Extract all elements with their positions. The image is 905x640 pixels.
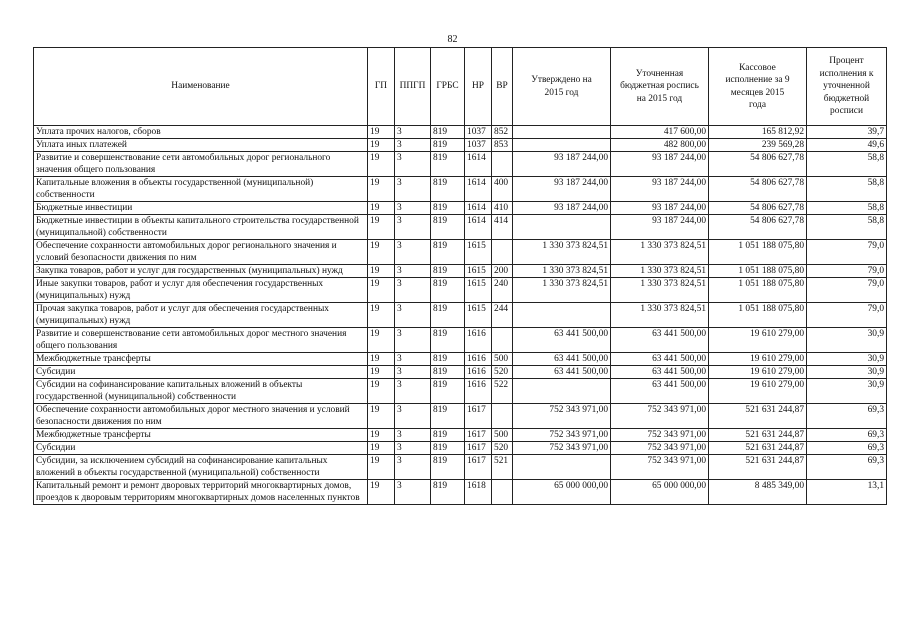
cell-nr: 1616: [465, 379, 492, 404]
cell-name: Субсидии, за исключением субсидий на софинансирование капитальных вложений в объекты государственной (муниципальной) собственности: [34, 455, 368, 480]
cell-refined: 93 187 244,00: [611, 177, 709, 202]
header-refined: Уточненная бюджетная роспись на 2015 год: [611, 48, 709, 126]
header-name: Наименование: [34, 48, 368, 126]
cell-gp: 19: [368, 303, 395, 328]
cell-pgp: 3: [395, 366, 431, 379]
cell-pgp: 3: [395, 139, 431, 152]
table-row: [34, 429, 887, 442]
cell-nr: 1614: [465, 215, 492, 240]
cell-gp: 19: [368, 404, 395, 429]
cell-percent: 13,1: [807, 480, 887, 505]
cell-nr: 1617: [465, 442, 492, 455]
cell-nr: 1616: [465, 353, 492, 366]
cell-name: Развитие и совершенствование сети автомобильных дорог регионального значения общего пользования: [34, 152, 368, 177]
header-vr: ВР: [492, 48, 513, 126]
cell-refined: 93 187 244,00: [611, 215, 709, 240]
cell-name: Уплата прочих налогов, сборов: [34, 126, 368, 139]
cell-name: Капитальные вложения в объекты государственной (муниципальной) собственности: [34, 177, 368, 202]
cell-pgp: 3: [395, 429, 431, 442]
cell-approved: 752 343 971,00: [513, 429, 611, 442]
cell-approved: 63 441 500,00: [513, 366, 611, 379]
cell-approved: [513, 379, 611, 404]
table-row: [34, 152, 887, 177]
cell-gp: 19: [368, 177, 395, 202]
cell-vr: 400: [492, 177, 513, 202]
cell-gp: 19: [368, 353, 395, 366]
table-row: [34, 366, 887, 379]
cell-vr: 520: [492, 442, 513, 455]
cell-vr: 520: [492, 366, 513, 379]
cell-cash: 1 051 188 075,80: [709, 240, 807, 265]
cell-pgp: 3: [395, 152, 431, 177]
cell-percent: 49,6: [807, 139, 887, 152]
table-row: [34, 265, 887, 278]
cell-approved: 93 187 244,00: [513, 152, 611, 177]
cell-vr: [492, 152, 513, 177]
cell-percent: 58,8: [807, 202, 887, 215]
cell-grbs: 819: [431, 429, 465, 442]
cell-nr: 1615: [465, 240, 492, 265]
cell-vr: 240: [492, 278, 513, 303]
cell-refined: 65 000 000,00: [611, 480, 709, 505]
cell-vr: 852: [492, 126, 513, 139]
cell-cash: 19 610 279,00: [709, 366, 807, 379]
table-row: [34, 202, 887, 215]
cell-refined: 1 330 373 824,51: [611, 278, 709, 303]
cell-name: Бюджетные инвестиции в объекты капитального строительства государственной (муниципальной) собственности: [34, 215, 368, 240]
cell-gp: 19: [368, 442, 395, 455]
cell-grbs: 819: [431, 379, 465, 404]
cell-refined: 1 330 373 824,51: [611, 265, 709, 278]
table-row: [34, 278, 887, 303]
table-row: [34, 353, 887, 366]
cell-refined: 1 330 373 824,51: [611, 303, 709, 328]
cell-vr: [492, 480, 513, 505]
cell-pgp: 3: [395, 442, 431, 455]
cell-approved: [513, 215, 611, 240]
header-pgp: ППГП: [395, 48, 431, 126]
table-row: [34, 455, 887, 480]
cell-refined: 63 441 500,00: [611, 366, 709, 379]
cell-pgp: 3: [395, 202, 431, 215]
cell-nr: 1614: [465, 152, 492, 177]
cell-gp: 19: [368, 366, 395, 379]
cell-nr: 1617: [465, 429, 492, 442]
cell-pgp: 3: [395, 177, 431, 202]
cell-gp: 19: [368, 240, 395, 265]
cell-refined: 93 187 244,00: [611, 152, 709, 177]
cell-vr: 500: [492, 353, 513, 366]
cell-name: Обеспечение сохранности автомобильных дорог местного значения и условий безопасности движения по ним: [34, 404, 368, 429]
cell-approved: 65 000 000,00: [513, 480, 611, 505]
cell-cash: 521 631 244,87: [709, 429, 807, 442]
cell-nr: 1615: [465, 278, 492, 303]
cell-refined: 63 441 500,00: [611, 379, 709, 404]
cell-gp: 19: [368, 265, 395, 278]
cell-gp: 19: [368, 278, 395, 303]
cell-refined: 63 441 500,00: [611, 353, 709, 366]
table-row: [34, 480, 887, 505]
cell-approved: [513, 303, 611, 328]
cell-cash: 19 610 279,00: [709, 353, 807, 366]
cell-pgp: 3: [395, 404, 431, 429]
cell-approved: [513, 139, 611, 152]
cell-grbs: 819: [431, 455, 465, 480]
cell-name: Закупка товаров, работ и услуг для государственных (муниципальных) нужд: [34, 265, 368, 278]
cell-percent: 69,3: [807, 442, 887, 455]
cell-refined: 752 343 971,00: [611, 442, 709, 455]
cell-cash: 1 051 188 075,80: [709, 278, 807, 303]
cell-name: Бюджетные инвестиции: [34, 202, 368, 215]
cell-vr: [492, 328, 513, 353]
page-number: 82: [447, 34, 458, 45]
cell-grbs: 819: [431, 240, 465, 265]
cell-name: Субсидии: [34, 366, 368, 379]
cell-name: Субсидии на софинансирование капитальных вложений в объекты государственной (муниципальной) собственности: [34, 379, 368, 404]
cell-vr: 853: [492, 139, 513, 152]
table-row: [34, 303, 887, 328]
cell-percent: 39,7: [807, 126, 887, 139]
cell-cash: 54 806 627,78: [709, 215, 807, 240]
cell-gp: 19: [368, 429, 395, 442]
cell-gp: 19: [368, 455, 395, 480]
cell-percent: 30,9: [807, 353, 887, 366]
cell-gp: 19: [368, 215, 395, 240]
cell-approved: 1 330 373 824,51: [513, 240, 611, 265]
cell-cash: 1 051 188 075,80: [709, 303, 807, 328]
cell-nr: 1037: [465, 139, 492, 152]
cell-pgp: 3: [395, 480, 431, 505]
cell-approved: 1 330 373 824,51: [513, 278, 611, 303]
cell-percent: 69,3: [807, 429, 887, 442]
table-row: [34, 328, 887, 353]
cell-nr: 1614: [465, 202, 492, 215]
header-nr: НР: [465, 48, 492, 126]
cell-percent: 79,0: [807, 240, 887, 265]
cell-percent: 69,3: [807, 455, 887, 480]
cell-approved: 63 441 500,00: [513, 353, 611, 366]
cell-grbs: 819: [431, 353, 465, 366]
cell-percent: 30,9: [807, 328, 887, 353]
cell-refined: 752 343 971,00: [611, 404, 709, 429]
cell-vr: 410: [492, 202, 513, 215]
cell-percent: 58,8: [807, 177, 887, 202]
cell-pgp: 3: [395, 126, 431, 139]
cell-refined: 1 330 373 824,51: [611, 240, 709, 265]
cell-refined: 417 600,00: [611, 126, 709, 139]
cell-grbs: 819: [431, 215, 465, 240]
cell-pgp: 3: [395, 455, 431, 480]
cell-nr: 1617: [465, 404, 492, 429]
table-row: [34, 379, 887, 404]
table-row: [34, 215, 887, 240]
cell-refined: 93 187 244,00: [611, 202, 709, 215]
cell-nr: 1037: [465, 126, 492, 139]
cell-name: Субсидии: [34, 442, 368, 455]
cell-grbs: 819: [431, 278, 465, 303]
cell-nr: 1615: [465, 265, 492, 278]
cell-nr: 1617: [465, 455, 492, 480]
cell-gp: 19: [368, 328, 395, 353]
cell-approved: 93 187 244,00: [513, 202, 611, 215]
cell-percent: 79,0: [807, 265, 887, 278]
cell-percent: 69,3: [807, 404, 887, 429]
cell-grbs: 819: [431, 404, 465, 429]
cell-refined: 63 441 500,00: [611, 328, 709, 353]
cell-pgp: 3: [395, 353, 431, 366]
cell-name: Иные закупки товаров, работ и услуг для обеспечения государственных (муниципальных) нужд: [34, 278, 368, 303]
cell-cash: 521 631 244,87: [709, 455, 807, 480]
header-approved: Утверждено на 2015 год: [513, 48, 611, 126]
cell-grbs: 819: [431, 480, 465, 505]
cell-percent: 58,8: [807, 215, 887, 240]
cell-grbs: 819: [431, 303, 465, 328]
cell-cash: 54 806 627,78: [709, 177, 807, 202]
cell-grbs: 819: [431, 265, 465, 278]
cell-cash: 19 610 279,00: [709, 379, 807, 404]
cell-nr: 1615: [465, 303, 492, 328]
cell-percent: 79,0: [807, 278, 887, 303]
cell-approved: 63 441 500,00: [513, 328, 611, 353]
cell-vr: 521: [492, 455, 513, 480]
cell-percent: 30,9: [807, 379, 887, 404]
cell-vr: 244: [492, 303, 513, 328]
cell-cash: 521 631 244,87: [709, 442, 807, 455]
cell-grbs: 819: [431, 139, 465, 152]
table-row: [34, 240, 887, 265]
cell-grbs: 819: [431, 328, 465, 353]
cell-gp: 19: [368, 202, 395, 215]
cell-pgp: 3: [395, 328, 431, 353]
cell-cash: 521 631 244,87: [709, 404, 807, 429]
cell-vr: 200: [492, 265, 513, 278]
cell-refined: 752 343 971,00: [611, 429, 709, 442]
cell-pgp: 3: [395, 265, 431, 278]
cell-pgp: 3: [395, 278, 431, 303]
cell-nr: 1614: [465, 177, 492, 202]
cell-vr: [492, 240, 513, 265]
cell-vr: [492, 404, 513, 429]
header-percent: Процент исполнения к уточненной бюджетной росписи: [807, 48, 887, 126]
cell-vr: 522: [492, 379, 513, 404]
cell-name: Прочая закупка товаров, работ и услуг для обеспечения государственных (муниципальных) нужд: [34, 303, 368, 328]
cell-approved: [513, 126, 611, 139]
cell-vr: 414: [492, 215, 513, 240]
cell-approved: 93 187 244,00: [513, 177, 611, 202]
cell-cash: 8 485 349,00: [709, 480, 807, 505]
cell-gp: 19: [368, 126, 395, 139]
cell-gp: 19: [368, 379, 395, 404]
cell-grbs: 819: [431, 442, 465, 455]
cell-percent: 30,9: [807, 366, 887, 379]
cell-name: Обеспечение сохранности автомобильных дорог регионального значения и условий безопасности движения по ним: [34, 240, 368, 265]
cell-name: Капитальный ремонт и ремонт дворовых территорий многоквартирных домов, проездов к дворовым территориям многоквартирных домов населенных пунктов: [34, 480, 368, 505]
header-cash: Кассовое исполнение за 9 месяцев 2015 года: [709, 48, 807, 126]
cell-vr: 500: [492, 429, 513, 442]
cell-pgp: 3: [395, 379, 431, 404]
cell-nr: 1616: [465, 328, 492, 353]
cell-refined: 482 800,00: [611, 139, 709, 152]
table-row: [34, 126, 887, 139]
cell-cash: 54 806 627,78: [709, 202, 807, 215]
cell-pgp: 3: [395, 303, 431, 328]
cell-refined: 752 343 971,00: [611, 455, 709, 480]
table-row: [34, 442, 887, 455]
cell-name: Развитие и совершенствование сети автомобильных дорог местного значения общего пользования: [34, 328, 368, 353]
header-row: [34, 48, 887, 126]
cell-name: Межбюджетные трансферты: [34, 353, 368, 366]
cell-cash: 1 051 188 075,80: [709, 265, 807, 278]
cell-approved: 752 343 971,00: [513, 404, 611, 429]
cell-pgp: 3: [395, 215, 431, 240]
cell-grbs: 819: [431, 152, 465, 177]
table-row: [34, 404, 887, 429]
cell-name: Уплата иных платежей: [34, 139, 368, 152]
cell-grbs: 819: [431, 126, 465, 139]
cell-nr: 1618: [465, 480, 492, 505]
cell-approved: 1 330 373 824,51: [513, 265, 611, 278]
cell-approved: 752 343 971,00: [513, 442, 611, 455]
cell-grbs: 819: [431, 177, 465, 202]
cell-approved: [513, 455, 611, 480]
budget-table: [33, 47, 887, 505]
header-gp: ГП: [368, 48, 395, 126]
table-row: [34, 177, 887, 202]
cell-nr: 1616: [465, 366, 492, 379]
cell-gp: 19: [368, 139, 395, 152]
cell-grbs: 819: [431, 366, 465, 379]
cell-percent: 58,8: [807, 152, 887, 177]
cell-percent: 79,0: [807, 303, 887, 328]
table-body: [34, 126, 887, 505]
cell-cash: 165 812,92: [709, 126, 807, 139]
cell-cash: 54 806 627,78: [709, 152, 807, 177]
cell-gp: 19: [368, 152, 395, 177]
cell-cash: 239 569,28: [709, 139, 807, 152]
cell-name: Межбюджетные трансферты: [34, 429, 368, 442]
cell-pgp: 3: [395, 240, 431, 265]
cell-gp: 19: [368, 480, 395, 505]
table-row: [34, 139, 887, 152]
cell-cash: 19 610 279,00: [709, 328, 807, 353]
cell-grbs: 819: [431, 202, 465, 215]
header-grbs: ГРБС: [431, 48, 465, 126]
